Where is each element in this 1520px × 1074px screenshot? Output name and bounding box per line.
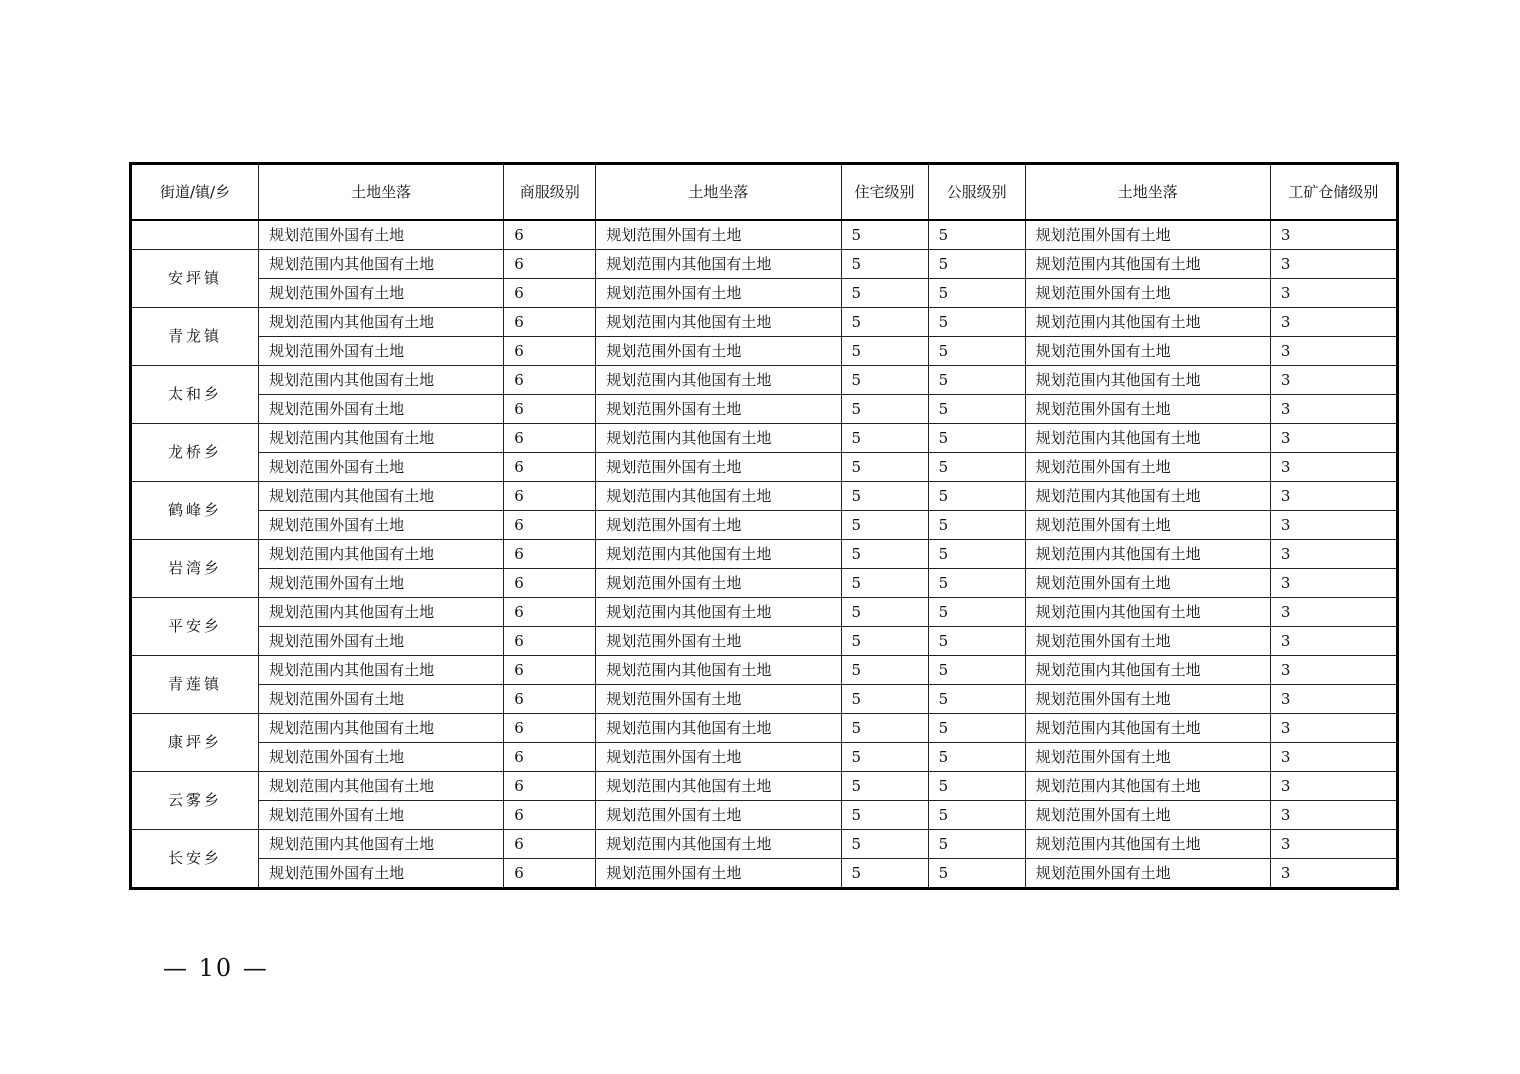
cell-industrial-grade: 3 (1270, 685, 1397, 714)
cell-town: 岩湾乡 (131, 540, 259, 598)
cell-location-residential: 规划范围内其他国有土地 (596, 424, 841, 453)
cell-industrial-grade: 3 (1270, 830, 1397, 859)
cell-location-commercial: 规划范围内其他国有土地 (259, 424, 504, 453)
cell-location-industrial: 规划范围内其他国有土地 (1025, 482, 1270, 511)
cell-location-industrial: 规划范围内其他国有土地 (1025, 772, 1270, 801)
cell-commercial-grade: 6 (504, 656, 596, 685)
cell-location-industrial: 规划范围外国有土地 (1025, 801, 1270, 830)
cell-location-industrial: 规划范围内其他国有土地 (1025, 308, 1270, 337)
cell-industrial-grade: 3 (1270, 540, 1397, 569)
cell-location-residential: 规划范围外国有土地 (596, 569, 841, 598)
page-number: — 10 — (163, 954, 269, 982)
cell-residential-grade: 5 (841, 859, 928, 889)
cell-industrial-grade: 3 (1270, 482, 1397, 511)
cell-location-commercial: 规划范围外国有土地 (259, 511, 504, 540)
cell-location-residential: 规划范围外国有土地 (596, 859, 841, 889)
table-body (131, 220, 1398, 889)
cell-location-residential: 规划范围外国有土地 (596, 511, 841, 540)
cell-public-service-grade: 5 (928, 743, 1025, 772)
cell-location-residential: 规划范围内其他国有土地 (596, 366, 841, 395)
cell-location-commercial: 规划范围外国有土地 (259, 569, 504, 598)
cell-location-commercial: 规划范围内其他国有土地 (259, 598, 504, 627)
cell-public-service-grade: 5 (928, 453, 1025, 482)
cell-location-commercial: 规划范围外国有土地 (259, 685, 504, 714)
cell-public-service-grade: 5 (928, 424, 1025, 453)
cell-public-service-grade: 5 (928, 540, 1025, 569)
cell-commercial-grade: 6 (504, 395, 596, 424)
cell-industrial-grade: 3 (1270, 250, 1397, 279)
cell-location-residential: 规划范围内其他国有土地 (596, 772, 841, 801)
cell-commercial-grade: 6 (504, 337, 596, 366)
table-row (131, 482, 1398, 511)
cell-residential-grade: 5 (841, 627, 928, 656)
cell-location-residential: 规划范围内其他国有土地 (596, 250, 841, 279)
table-row (131, 453, 1398, 482)
cell-public-service-grade: 5 (928, 395, 1025, 424)
cell-residential-grade: 5 (841, 424, 928, 453)
cell-location-commercial: 规划范围外国有土地 (259, 627, 504, 656)
cell-industrial-grade: 3 (1270, 220, 1397, 250)
table-row (131, 366, 1398, 395)
cell-public-service-grade: 5 (928, 337, 1025, 366)
table-row (131, 801, 1398, 830)
cell-location-residential: 规划范围外国有土地 (596, 337, 841, 366)
cell-location-residential: 规划范围外国有土地 (596, 453, 841, 482)
table-row (131, 511, 1398, 540)
table-row (131, 743, 1398, 772)
cell-public-service-grade: 5 (928, 830, 1025, 859)
cell-location-commercial: 规划范围内其他国有土地 (259, 482, 504, 511)
cell-town: 长安乡 (131, 830, 259, 889)
table-row (131, 627, 1398, 656)
cell-industrial-grade: 3 (1270, 656, 1397, 685)
cell-location-industrial: 规划范围外国有土地 (1025, 511, 1270, 540)
cell-public-service-grade: 5 (928, 366, 1025, 395)
cell-residential-grade: 5 (841, 830, 928, 859)
table-header (131, 164, 1398, 221)
table-row (131, 250, 1398, 279)
cell-residential-grade: 5 (841, 743, 928, 772)
cell-location-residential: 规划范围内其他国有土地 (596, 308, 841, 337)
cell-location-commercial: 规划范围外国有土地 (259, 279, 504, 308)
cell-residential-grade: 5 (841, 453, 928, 482)
cell-residential-grade: 5 (841, 220, 928, 250)
table-row (131, 569, 1398, 598)
table-row (131, 308, 1398, 337)
cell-industrial-grade: 3 (1270, 453, 1397, 482)
cell-commercial-grade: 6 (504, 366, 596, 395)
table-row (131, 220, 1398, 250)
cell-residential-grade: 5 (841, 308, 928, 337)
cell-location-residential: 规划范围外国有土地 (596, 685, 841, 714)
cell-location-industrial: 规划范围外国有土地 (1025, 395, 1270, 424)
header-industrial-grade: 工矿仓储级别 (1270, 164, 1397, 221)
header-location-industrial: 土地坐落 (1025, 164, 1270, 221)
cell-commercial-grade: 6 (504, 685, 596, 714)
cell-industrial-grade: 3 (1270, 395, 1397, 424)
cell-residential-grade: 5 (841, 540, 928, 569)
cell-commercial-grade: 6 (504, 627, 596, 656)
cell-town: 青莲镇 (131, 656, 259, 714)
cell-location-commercial: 规划范围外国有土地 (259, 801, 504, 830)
cell-location-commercial: 规划范围外国有土地 (259, 220, 504, 250)
cell-location-commercial: 规划范围外国有土地 (259, 337, 504, 366)
cell-town (131, 220, 259, 250)
cell-public-service-grade: 5 (928, 308, 1025, 337)
land-grade-table (129, 162, 1399, 890)
cell-public-service-grade: 5 (928, 598, 1025, 627)
cell-public-service-grade: 5 (928, 772, 1025, 801)
header-location-commercial: 土地坐落 (259, 164, 504, 221)
cell-location-residential: 规划范围外国有土地 (596, 627, 841, 656)
cell-location-commercial: 规划范围内其他国有土地 (259, 714, 504, 743)
cell-industrial-grade: 3 (1270, 743, 1397, 772)
cell-location-residential: 规划范围外国有土地 (596, 395, 841, 424)
cell-location-commercial: 规划范围外国有土地 (259, 453, 504, 482)
cell-industrial-grade: 3 (1270, 627, 1397, 656)
header-location-residential: 土地坐落 (596, 164, 841, 221)
cell-location-commercial: 规划范围外国有土地 (259, 859, 504, 889)
cell-public-service-grade: 5 (928, 250, 1025, 279)
cell-location-industrial: 规划范围内其他国有土地 (1025, 424, 1270, 453)
cell-commercial-grade: 6 (504, 743, 596, 772)
table-row (131, 337, 1398, 366)
cell-residential-grade: 5 (841, 395, 928, 424)
cell-commercial-grade: 6 (504, 220, 596, 250)
cell-residential-grade: 5 (841, 714, 928, 743)
table-row (131, 540, 1398, 569)
cell-industrial-grade: 3 (1270, 424, 1397, 453)
cell-industrial-grade: 3 (1270, 569, 1397, 598)
cell-residential-grade: 5 (841, 685, 928, 714)
cell-residential-grade: 5 (841, 656, 928, 685)
cell-residential-grade: 5 (841, 772, 928, 801)
table-row (131, 830, 1398, 859)
cell-residential-grade: 5 (841, 250, 928, 279)
cell-town: 云雾乡 (131, 772, 259, 830)
cell-industrial-grade: 3 (1270, 337, 1397, 366)
cell-location-industrial: 规划范围内其他国有土地 (1025, 714, 1270, 743)
cell-location-commercial: 规划范围内其他国有土地 (259, 830, 504, 859)
cell-industrial-grade: 3 (1270, 511, 1397, 540)
cell-location-industrial: 规划范围内其他国有土地 (1025, 830, 1270, 859)
cell-town: 安坪镇 (131, 250, 259, 308)
cell-location-residential: 规划范围外国有土地 (596, 801, 841, 830)
table-row (131, 598, 1398, 627)
table-row (131, 772, 1398, 801)
cell-public-service-grade: 5 (928, 482, 1025, 511)
cell-commercial-grade: 6 (504, 308, 596, 337)
cell-commercial-grade: 6 (504, 482, 596, 511)
cell-location-commercial: 规划范围外国有土地 (259, 395, 504, 424)
cell-residential-grade: 5 (841, 598, 928, 627)
cell-location-residential: 规划范围内其他国有土地 (596, 656, 841, 685)
cell-residential-grade: 5 (841, 801, 928, 830)
cell-commercial-grade: 6 (504, 424, 596, 453)
cell-public-service-grade: 5 (928, 279, 1025, 308)
cell-location-commercial: 规划范围内其他国有土地 (259, 772, 504, 801)
header-public-service-grade: 公服级别 (928, 164, 1025, 221)
cell-commercial-grade: 6 (504, 250, 596, 279)
cell-town: 太和乡 (131, 366, 259, 424)
cell-location-industrial: 规划范围外国有土地 (1025, 627, 1270, 656)
cell-location-industrial: 规划范围外国有土地 (1025, 453, 1270, 482)
cell-location-commercial: 规划范围内其他国有土地 (259, 540, 504, 569)
cell-public-service-grade: 5 (928, 511, 1025, 540)
cell-residential-grade: 5 (841, 511, 928, 540)
cell-location-commercial: 规划范围内其他国有土地 (259, 250, 504, 279)
cell-location-industrial: 规划范围内其他国有土地 (1025, 598, 1270, 627)
table-row (131, 685, 1398, 714)
cell-commercial-grade: 6 (504, 772, 596, 801)
cell-industrial-grade: 3 (1270, 598, 1397, 627)
cell-location-commercial: 规划范围内其他国有土地 (259, 366, 504, 395)
table-row (131, 859, 1398, 889)
table-row (131, 424, 1398, 453)
cell-public-service-grade: 5 (928, 220, 1025, 250)
cell-location-residential: 规划范围内其他国有土地 (596, 540, 841, 569)
cell-industrial-grade: 3 (1270, 308, 1397, 337)
header-commercial-grade: 商服级别 (504, 164, 596, 221)
header-residential-grade: 住宅级别 (841, 164, 928, 221)
cell-location-residential: 规划范围外国有土地 (596, 743, 841, 772)
cell-public-service-grade: 5 (928, 801, 1025, 830)
table-row (131, 656, 1398, 685)
cell-commercial-grade: 6 (504, 540, 596, 569)
cell-public-service-grade: 5 (928, 685, 1025, 714)
cell-commercial-grade: 6 (504, 714, 596, 743)
cell-location-industrial: 规划范围内其他国有土地 (1025, 250, 1270, 279)
cell-residential-grade: 5 (841, 366, 928, 395)
cell-location-residential: 规划范围内其他国有土地 (596, 830, 841, 859)
cell-residential-grade: 5 (841, 337, 928, 366)
cell-commercial-grade: 6 (504, 830, 596, 859)
cell-industrial-grade: 3 (1270, 714, 1397, 743)
cell-residential-grade: 5 (841, 279, 928, 308)
cell-location-industrial: 规划范围外国有土地 (1025, 220, 1270, 250)
cell-town: 康坪乡 (131, 714, 259, 772)
table-row (131, 714, 1398, 743)
cell-industrial-grade: 3 (1270, 801, 1397, 830)
cell-public-service-grade: 5 (928, 714, 1025, 743)
cell-industrial-grade: 3 (1270, 366, 1397, 395)
cell-town: 平安乡 (131, 598, 259, 656)
cell-commercial-grade: 6 (504, 569, 596, 598)
cell-residential-grade: 5 (841, 482, 928, 511)
cell-industrial-grade: 3 (1270, 772, 1397, 801)
cell-industrial-grade: 3 (1270, 279, 1397, 308)
table-row (131, 395, 1398, 424)
cell-commercial-grade: 6 (504, 801, 596, 830)
cell-location-commercial: 规划范围内其他国有土地 (259, 308, 504, 337)
cell-location-industrial: 规划范围外国有土地 (1025, 859, 1270, 889)
cell-town: 龙桥乡 (131, 424, 259, 482)
cell-public-service-grade: 5 (928, 859, 1025, 889)
cell-location-residential: 规划范围外国有土地 (596, 279, 841, 308)
cell-commercial-grade: 6 (504, 453, 596, 482)
cell-location-residential: 规划范围外国有土地 (596, 220, 841, 250)
cell-industrial-grade: 3 (1270, 859, 1397, 889)
cell-town: 鹤峰乡 (131, 482, 259, 540)
cell-public-service-grade: 5 (928, 656, 1025, 685)
cell-commercial-grade: 6 (504, 511, 596, 540)
cell-location-industrial: 规划范围内其他国有土地 (1025, 656, 1270, 685)
cell-location-industrial: 规划范围外国有土地 (1025, 337, 1270, 366)
cell-commercial-grade: 6 (504, 279, 596, 308)
cell-location-commercial: 规划范围内其他国有土地 (259, 656, 504, 685)
cell-residential-grade: 5 (841, 569, 928, 598)
cell-location-commercial: 规划范围外国有土地 (259, 743, 504, 772)
cell-location-industrial: 规划范围内其他国有土地 (1025, 366, 1270, 395)
cell-location-industrial: 规划范围外国有土地 (1025, 279, 1270, 308)
header-row (131, 164, 1398, 221)
cell-town: 青龙镇 (131, 308, 259, 366)
cell-location-industrial: 规划范围外国有土地 (1025, 743, 1270, 772)
header-town: 街道/镇/乡 (131, 164, 259, 221)
cell-location-industrial: 规划范围外国有土地 (1025, 685, 1270, 714)
cell-location-industrial: 规划范围内其他国有土地 (1025, 540, 1270, 569)
table-row (131, 279, 1398, 308)
cell-public-service-grade: 5 (928, 627, 1025, 656)
cell-location-residential: 规划范围内其他国有土地 (596, 598, 841, 627)
cell-commercial-grade: 6 (504, 859, 596, 889)
cell-location-residential: 规划范围内其他国有土地 (596, 714, 841, 743)
cell-location-industrial: 规划范围外国有土地 (1025, 569, 1270, 598)
cell-commercial-grade: 6 (504, 598, 596, 627)
cell-location-residential: 规划范围内其他国有土地 (596, 482, 841, 511)
cell-public-service-grade: 5 (928, 569, 1025, 598)
